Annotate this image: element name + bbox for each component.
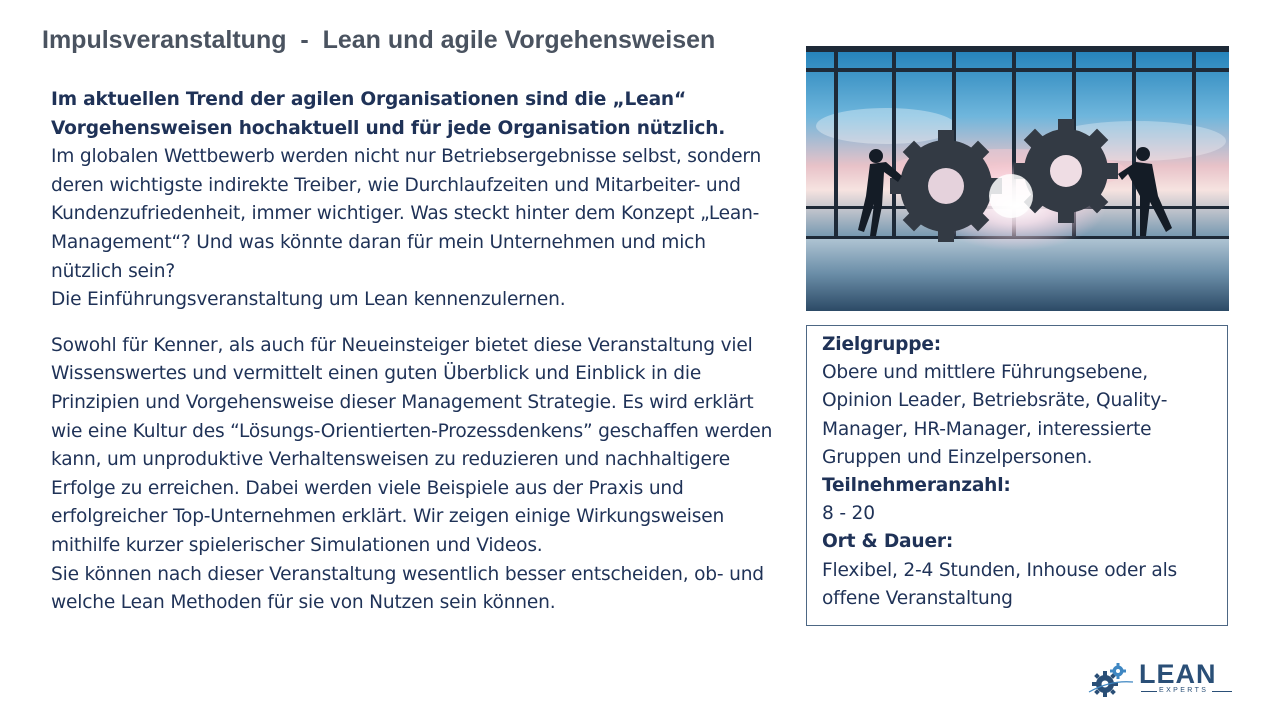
info-box xyxy=(806,325,1228,626)
intro-closing: Die Einführungsveranstaltung um Lean kennenzulernen. xyxy=(51,289,566,311)
gear-logo-icon xyxy=(1085,660,1135,698)
gears-illustration xyxy=(806,46,1229,311)
intro-lead xyxy=(51,86,776,143)
intro-lead-line2: Vorgehensweisen hochaktuell und für jede Organisation nützlich. xyxy=(51,117,726,139)
page-title: Impulsveranstaltung - Lean und agile Vorgehensweisen xyxy=(42,26,716,54)
main-text xyxy=(51,86,776,618)
intro-lead-line1: Im aktuellen Trend der agilen Organisationen sind die „Lean“ xyxy=(51,89,686,110)
logo-subtitle: EXPERTS xyxy=(1159,687,1209,694)
target-group-label: Zielgruppe: xyxy=(822,334,942,355)
logo-wordmark: LEAN xyxy=(1139,659,1217,689)
participants-label: Teilnehmeranzahl: xyxy=(822,475,1011,497)
gears-photo xyxy=(806,46,1229,311)
details-paragraph: Sowohl für Kenner, als auch für Neueinsteiger bietet diese Veranstaltung viel Wissenswertes und vermittelt einen guten Überblick und Einblick in die Prinzipien und Vorgehensweise dieser Management Strategie. Es wird erklärt wie eine Kultur des “Lösungs-Orientierten-Prozessdenkens” geschaffen werden kann, um unproduktive Verhaltensweisen zu reduzieren und nachhaltigere Erfolge zu erreichen. Dabei werden viele Beispiele aus der Praxis und erfolgreicher Top-Unternehmen erklärt. Wir zeigen einige Wirkungsweisen mithilfe kurzer spielerischer Simulationen und Videos. xyxy=(51,334,773,556)
location-duration-label: Ort & Dauer: xyxy=(822,531,954,553)
location-duration-value: Flexibel, 2-4 Stunden, Inhouse oder als offene Veranstaltung xyxy=(822,559,1178,609)
logo-line-right xyxy=(1212,691,1232,692)
lean-experts-logo xyxy=(1085,660,1235,698)
intro-paragraph: Im globalen Wettbewerb werden nicht nur Betriebsergebnisse selbst, sondern deren wichtigste indirekte Treiber, wie Durchlaufzeiten und Mitarbeiter- und Kundenzufriedenheit, immer wichtiger. Was steckt hinter dem Konzept „Lean-Management“? Und was könnte daran für mein Unternehmen und mich nützlich sein? xyxy=(51,146,762,282)
target-group-value: Obere und mittlere Führungsebene, Opinion Leader, Betriebsräte, Quality-Manager, HR-Manager, interessierte Gruppen und Einzelpersonen. xyxy=(822,362,1168,468)
participants-value: 8 - 20 xyxy=(822,503,875,525)
details-closing: Sie können nach dieser Veranstaltung wesentlich besser entscheiden, ob- und welche Lean Methoden für sie von Nutzen sein können. xyxy=(51,563,764,614)
logo-line-left xyxy=(1141,691,1157,692)
